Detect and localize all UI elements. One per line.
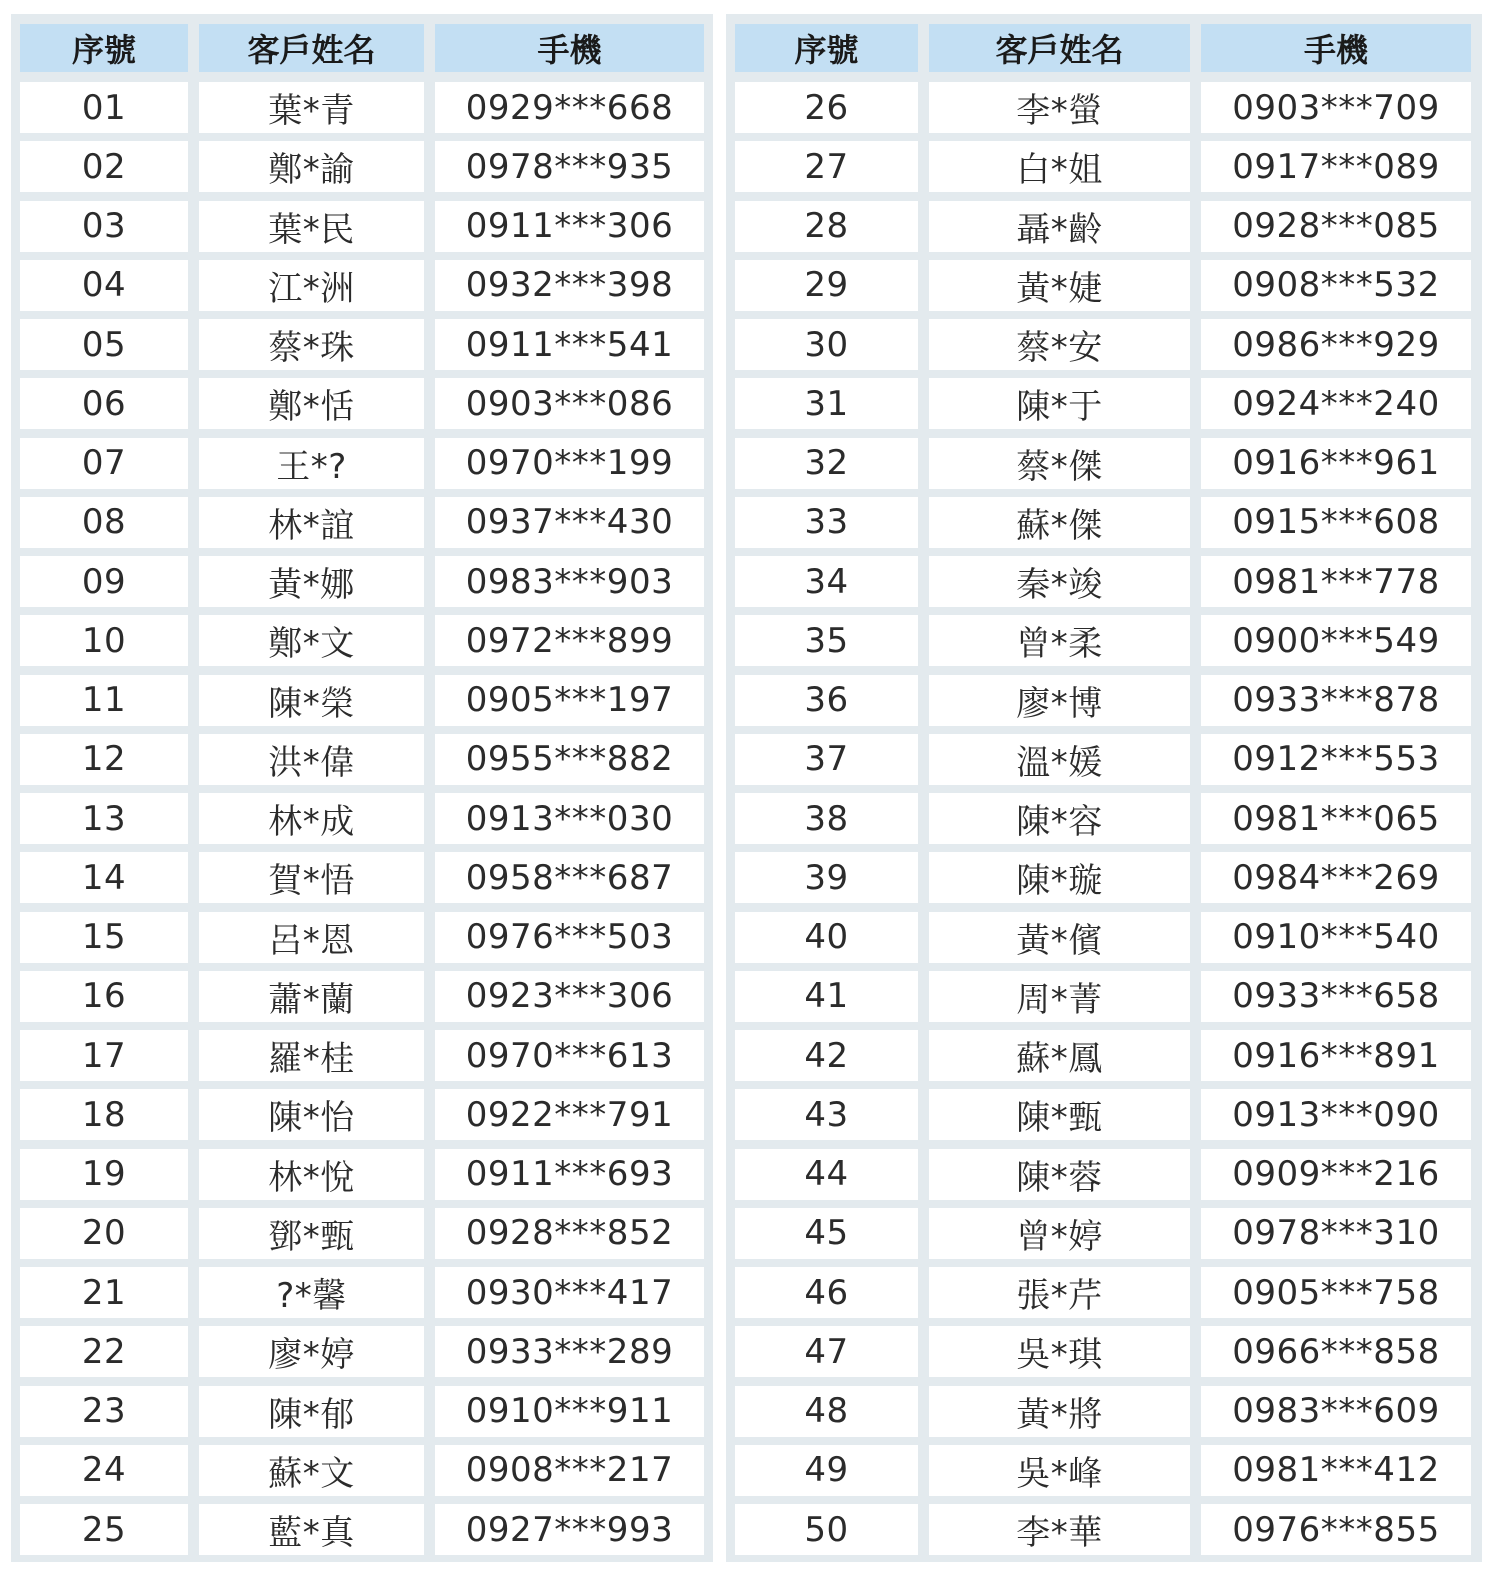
row-seq: 23	[20, 1386, 188, 1437]
row-phone: 0976***855	[1201, 1504, 1471, 1555]
table-row	[726, 1089, 1482, 1140]
row-customer-name: 鄧*甄	[199, 1208, 424, 1259]
row-seq: 27	[735, 141, 918, 192]
row-customer-name: 廖*婷	[199, 1326, 424, 1377]
row-customer-name: 陳*蓉	[929, 1149, 1190, 1200]
row-seq: 33	[735, 497, 918, 548]
row-customer-name: 賀*悟	[199, 852, 424, 903]
row-phone: 0955***882	[435, 734, 704, 785]
row-phone: 0981***412	[1201, 1445, 1471, 1496]
row-phone: 0933***658	[1201, 971, 1471, 1022]
row-seq: 10	[20, 615, 188, 666]
table-row	[11, 1504, 713, 1555]
row-customer-name: 陳*郁	[199, 1386, 424, 1437]
row-customer-name: 蕭*蘭	[199, 971, 424, 1022]
row-customer-name: 秦*竣	[929, 556, 1190, 607]
row-phone: 0922***791	[435, 1089, 704, 1140]
row-seq: 16	[20, 971, 188, 1022]
row-phone: 0910***540	[1201, 912, 1471, 963]
row-seq: 08	[20, 497, 188, 548]
row-customer-name: 鄭*文	[199, 615, 424, 666]
header-phone: 手機	[435, 24, 704, 72]
table-row	[726, 1267, 1482, 1318]
row-customer-name: 蘇*鳳	[929, 1030, 1190, 1081]
row-customer-name: 葉*民	[199, 201, 424, 252]
row-seq: 48	[735, 1386, 918, 1437]
table-row	[726, 1208, 1482, 1259]
row-seq: 41	[735, 971, 918, 1022]
header-name: 客戶姓名	[929, 24, 1190, 72]
row-phone: 0981***065	[1201, 793, 1471, 844]
table-row	[726, 438, 1482, 489]
row-phone: 0908***217	[435, 1445, 704, 1496]
row-customer-name: 江*洲	[199, 260, 424, 311]
row-seq: 28	[735, 201, 918, 252]
row-customer-name: 黃*儐	[929, 912, 1190, 963]
row-customer-name: 溫*媛	[929, 734, 1190, 785]
row-phone: 0927***993	[435, 1504, 704, 1555]
row-phone: 0933***289	[435, 1326, 704, 1377]
table-row	[11, 1386, 713, 1437]
row-customer-name: 李*螢	[929, 82, 1190, 133]
row-customer-name: 蘇*文	[199, 1445, 424, 1496]
row-customer-name: 林*成	[199, 793, 424, 844]
row-customer-name: 黃*娜	[199, 556, 424, 607]
row-seq: 13	[20, 793, 188, 844]
row-seq: 36	[735, 675, 918, 726]
row-customer-name: 鄭*恬	[199, 378, 424, 429]
table-row	[726, 734, 1482, 785]
table-row	[11, 378, 713, 429]
table-row	[11, 141, 713, 192]
row-seq: 04	[20, 260, 188, 311]
row-seq: 15	[20, 912, 188, 963]
table-row	[11, 971, 713, 1022]
table-header	[726, 24, 1482, 72]
row-phone: 0978***310	[1201, 1208, 1471, 1259]
row-seq: 30	[735, 319, 918, 370]
table-row	[726, 1445, 1482, 1496]
row-phone: 0908***532	[1201, 260, 1471, 311]
row-seq: 09	[20, 556, 188, 607]
row-customer-name: 吳*峰	[929, 1445, 1190, 1496]
row-phone: 0905***758	[1201, 1267, 1471, 1318]
table-row	[11, 497, 713, 548]
table-row	[726, 1504, 1482, 1555]
row-seq: 12	[20, 734, 188, 785]
row-phone: 0958***687	[435, 852, 704, 903]
row-seq: 49	[735, 1445, 918, 1496]
table-row	[11, 1208, 713, 1259]
row-customer-name: 陳*于	[929, 378, 1190, 429]
row-phone: 0905***197	[435, 675, 704, 726]
row-customer-name: 曾*婷	[929, 1208, 1190, 1259]
row-seq: 42	[735, 1030, 918, 1081]
header-phone: 手機	[1201, 24, 1471, 72]
row-seq: 47	[735, 1326, 918, 1377]
row-customer-name: 呂*恩	[199, 912, 424, 963]
table-row	[11, 201, 713, 252]
row-seq: 20	[20, 1208, 188, 1259]
row-seq: 26	[735, 82, 918, 133]
row-phone: 0970***199	[435, 438, 704, 489]
table-row	[726, 1030, 1482, 1081]
row-seq: 11	[20, 675, 188, 726]
table-row	[726, 378, 1482, 429]
row-customer-name: 蔡*安	[929, 319, 1190, 370]
row-phone: 0911***541	[435, 319, 704, 370]
row-phone: 0981***778	[1201, 556, 1471, 607]
row-customer-name: 黃*婕	[929, 260, 1190, 311]
row-seq: 22	[20, 1326, 188, 1377]
table-row	[11, 1089, 713, 1140]
row-seq: 17	[20, 1030, 188, 1081]
row-customer-name: 黃*將	[929, 1386, 1190, 1437]
row-seq: 35	[735, 615, 918, 666]
row-seq: 40	[735, 912, 918, 963]
row-phone: 0917***089	[1201, 141, 1471, 192]
row-phone: 0903***709	[1201, 82, 1471, 133]
row-customer-name: 陳*璇	[929, 852, 1190, 903]
table-row	[11, 615, 713, 666]
table-row	[11, 82, 713, 133]
table-row	[11, 793, 713, 844]
row-phone: 0984***269	[1201, 852, 1471, 903]
row-seq: 03	[20, 201, 188, 252]
header-seq: 序號	[20, 24, 188, 72]
table-row	[11, 1149, 713, 1200]
row-customer-name: 王*?	[199, 438, 424, 489]
row-seq: 02	[20, 141, 188, 192]
row-customer-name: 吳*琪	[929, 1326, 1190, 1377]
row-customer-name: 陳*甄	[929, 1089, 1190, 1140]
table-row	[726, 556, 1482, 607]
row-phone: 0912***553	[1201, 734, 1471, 785]
row-phone: 0978***935	[435, 141, 704, 192]
row-seq: 44	[735, 1149, 918, 1200]
row-customer-name: 白*姐	[929, 141, 1190, 192]
row-seq: 05	[20, 319, 188, 370]
row-seq: 18	[20, 1089, 188, 1140]
row-customer-name: 洪*偉	[199, 734, 424, 785]
row-phone: 0929***668	[435, 82, 704, 133]
row-phone: 0970***613	[435, 1030, 704, 1081]
row-customer-name: 藍*真	[199, 1504, 424, 1555]
row-phone: 0930***417	[435, 1267, 704, 1318]
row-phone: 0976***503	[435, 912, 704, 963]
table-row	[11, 1326, 713, 1377]
table-row	[726, 1326, 1482, 1377]
table-row	[11, 734, 713, 785]
table-row	[726, 260, 1482, 311]
table-row	[11, 852, 713, 903]
row-seq: 50	[735, 1504, 918, 1555]
header-name: 客戶姓名	[199, 24, 424, 72]
row-seq: 19	[20, 1149, 188, 1200]
row-customer-name: 陳*榮	[199, 675, 424, 726]
table-row	[726, 675, 1482, 726]
table-row	[11, 556, 713, 607]
row-seq: 21	[20, 1267, 188, 1318]
row-seq: 39	[735, 852, 918, 903]
table-row	[726, 912, 1482, 963]
row-customer-name: 聶*齡	[929, 201, 1190, 252]
row-phone: 0911***306	[435, 201, 704, 252]
row-customer-name: 葉*青	[199, 82, 424, 133]
row-phone: 0932***398	[435, 260, 704, 311]
table-row	[726, 497, 1482, 548]
row-phone: 0903***086	[435, 378, 704, 429]
row-customer-name: 羅*桂	[199, 1030, 424, 1081]
row-customer-name: 張*芹	[929, 1267, 1190, 1318]
row-phone: 0972***899	[435, 615, 704, 666]
row-seq: 07	[20, 438, 188, 489]
row-phone: 0928***852	[435, 1208, 704, 1259]
row-customer-name: 鄭*諭	[199, 141, 424, 192]
table-row	[11, 438, 713, 489]
row-phone: 0923***306	[435, 971, 704, 1022]
table-row	[726, 319, 1482, 370]
row-phone: 0937***430	[435, 497, 704, 548]
row-customer-name: 蘇*傑	[929, 497, 1190, 548]
customer-table-left	[11, 14, 713, 1562]
row-phone: 0924***240	[1201, 378, 1471, 429]
table-row	[11, 260, 713, 311]
row-customer-name: 周*菁	[929, 971, 1190, 1022]
table-row	[726, 1149, 1482, 1200]
row-phone: 0900***549	[1201, 615, 1471, 666]
row-seq: 24	[20, 1445, 188, 1496]
row-seq: 46	[735, 1267, 918, 1318]
row-phone: 0983***609	[1201, 1386, 1471, 1437]
row-customer-name: 陳*怡	[199, 1089, 424, 1140]
row-phone: 0915***608	[1201, 497, 1471, 548]
row-phone: 0916***891	[1201, 1030, 1471, 1081]
row-customer-name: 陳*容	[929, 793, 1190, 844]
row-phone: 0966***858	[1201, 1326, 1471, 1377]
row-seq: 32	[735, 438, 918, 489]
table-row	[11, 675, 713, 726]
row-seq: 25	[20, 1504, 188, 1555]
table-row	[11, 1030, 713, 1081]
row-phone: 0986***929	[1201, 319, 1471, 370]
table-row	[11, 1267, 713, 1318]
table-row	[11, 1445, 713, 1496]
row-customer-name: 林*誼	[199, 497, 424, 548]
row-customer-name: 曾*柔	[929, 615, 1190, 666]
row-phone: 0933***878	[1201, 675, 1471, 726]
table-row	[11, 319, 713, 370]
table-row	[726, 852, 1482, 903]
table-row	[726, 141, 1482, 192]
row-seq: 31	[735, 378, 918, 429]
row-seq: 01	[20, 82, 188, 133]
row-phone: 0916***961	[1201, 438, 1471, 489]
table-row	[726, 793, 1482, 844]
table-row	[726, 201, 1482, 252]
row-seq: 45	[735, 1208, 918, 1259]
table-row	[726, 615, 1482, 666]
table-header	[11, 24, 713, 72]
row-customer-name: 蔡*珠	[199, 319, 424, 370]
table-row	[11, 912, 713, 963]
row-customer-name: ?*馨	[199, 1267, 424, 1318]
table-row	[726, 971, 1482, 1022]
row-phone: 0913***030	[435, 793, 704, 844]
row-phone: 0910***911	[435, 1386, 704, 1437]
row-customer-name: 林*悅	[199, 1149, 424, 1200]
row-customer-name: 廖*博	[929, 675, 1190, 726]
row-customer-name: 李*華	[929, 1504, 1190, 1555]
row-seq: 34	[735, 556, 918, 607]
row-phone: 0911***693	[435, 1149, 704, 1200]
row-seq: 29	[735, 260, 918, 311]
table-row	[726, 1386, 1482, 1437]
row-seq: 14	[20, 852, 188, 903]
row-phone: 0928***085	[1201, 201, 1471, 252]
header-seq: 序號	[735, 24, 918, 72]
row-seq: 06	[20, 378, 188, 429]
customer-table-right	[726, 14, 1482, 1562]
row-seq: 38	[735, 793, 918, 844]
row-phone: 0913***090	[1201, 1089, 1471, 1140]
row-seq: 43	[735, 1089, 918, 1140]
row-phone: 0983***903	[435, 556, 704, 607]
row-seq: 37	[735, 734, 918, 785]
row-phone: 0909***216	[1201, 1149, 1471, 1200]
row-customer-name: 蔡*傑	[929, 438, 1190, 489]
table-row	[726, 82, 1482, 133]
